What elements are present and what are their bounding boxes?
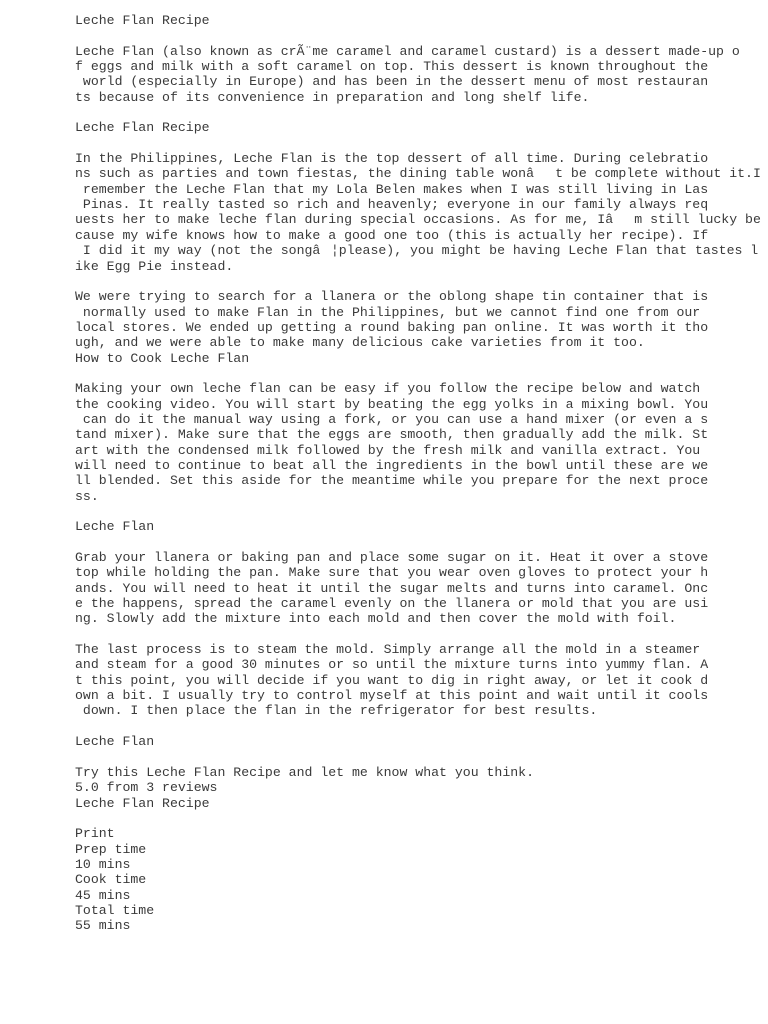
text-line: Leche Flan Recipe: [75, 120, 210, 136]
blank-line: [75, 366, 755, 381]
blank-line: [75, 274, 755, 289]
text-line: cause my wife knows how to make a good one too (this is actually her recipe). If: [75, 227, 709, 243]
text-line: ll blended. Set this aside for the meantime while you prepare for the next proce: [75, 473, 709, 489]
text-line: can do it the manual way using a fork, or you can use a hand mixer (or even a s: [75, 411, 709, 427]
text-line: How to Cook Leche Flan: [75, 350, 250, 366]
blank-line: [75, 504, 755, 519]
blank-line: [75, 627, 755, 642]
text-line: Making your own leche flan can be easy if you follow the recipe below and watch: [75, 381, 701, 397]
text-line: Leche Flan Recipe: [75, 13, 210, 28]
text-line: the cooking video. You will start by beating the egg yolks in a mixing bowl. You: [75, 396, 709, 412]
text-line: Cook time: [75, 872, 147, 888]
blank-line: [75, 750, 755, 765]
text-line: ands. You will need to heat it until the sugar melts and turns into caramel. Onc: [75, 580, 709, 596]
text-line: down. I then place the flan in the refrigerator for best results.: [75, 703, 598, 719]
text-line: ss.: [75, 488, 99, 504]
text-line: Try this Leche Flan Recipe and let me know what you think.: [75, 764, 534, 780]
text-line: 55 mins: [75, 918, 131, 934]
text-line: own a bit. I usually try to control myself at this point and wait until it cools: [75, 688, 709, 704]
text-line: world (especially in Europe) and has been in the dessert menu of most restauran: [75, 74, 709, 90]
text-line: uests her to make leche flan during special occasions. As for me, Iâm still lucky be: [75, 212, 761, 228]
blank-line: [75, 719, 755, 734]
text-line: ts because of its convenience in preparation and long shelf life.: [75, 89, 590, 105]
text-line: We were trying to search for a llanera or the oblong shape tin container that is: [75, 289, 709, 305]
text-line: Pinas. It really tasted so rich and heavenly; everyone in our family always req: [75, 197, 709, 213]
text-line: Total time: [75, 902, 155, 918]
text-line: 5.0 from 3 reviews: [75, 780, 218, 796]
text-line: I did it my way (not the songâ¦please), you might be having Leche Flan that tastes l: [75, 243, 759, 259]
text-line: remember the Leche Flan that my Lola Belen makes when I was still living in Las: [75, 181, 709, 197]
text-line: Print: [75, 826, 115, 842]
text-line: Leche Flan (also known as crÃ¨me caramel and caramel custard) is a dessert made-up o: [75, 43, 740, 59]
blank-line: [75, 811, 755, 826]
text-line: ns such as parties and town fiestas, the dining table wonât be complete without it.I: [75, 166, 761, 182]
text-line: 10 mins: [75, 856, 131, 872]
text-line: normally used to make Flan in the Philippines, but we cannot find one from our: [75, 304, 701, 320]
text-line: The last process is to steam the mold. Simply arrange all the mold in a steamer: [75, 642, 701, 658]
text-line: Grab your llanera or baking pan and place some sugar on it. Heat it over a stove: [75, 550, 709, 566]
text-line: Leche Flan: [75, 519, 155, 535]
text-line: will need to continue to beat all the ingredients in the bowl until these are we: [75, 457, 709, 473]
text-line: t this point, you will decide if you want to dig in right away, or let it cook d: [75, 672, 709, 688]
text-line: ng. Slowly add the mixture into each mold and then cover the mold with foil.: [75, 611, 677, 627]
text-line: local stores. We ended up getting a round baking pan online. It was worth it tho: [75, 319, 709, 335]
text-line: tand mixer). Make sure that the eggs are smooth, then gradually add the milk. St: [75, 427, 709, 443]
text-line: ugh, and we were able to make many delicious cake varieties from it too.: [75, 335, 645, 351]
text-line: Prep time: [75, 841, 147, 857]
text-line: In the Philippines, Leche Flan is the top dessert of all time. During celebratio: [75, 151, 709, 167]
blank-line: [75, 136, 755, 151]
blank-line: [75, 105, 755, 120]
text-line: 45 mins: [75, 887, 131, 903]
text-line: art with the condensed milk followed by the fresh milk and vanilla extract. You: [75, 442, 701, 458]
text-line: Leche Flan: [75, 734, 155, 750]
text-line: ike Egg Pie instead.: [75, 258, 234, 274]
blank-line: [75, 28, 755, 43]
text-line: Leche Flan Recipe: [75, 795, 210, 811]
text-line: top while holding the pan. Make sure that you wear oven gloves to protect your h: [75, 565, 709, 581]
document-body: [75, 13, 761, 934]
text-line: f eggs and milk with a soft caramel on top. This dessert is known throughout the: [75, 59, 709, 75]
blank-line: [75, 535, 755, 550]
text-line: e the happens, spread the caramel evenly on the llanera or mold that you are usi: [75, 596, 709, 612]
text-line: and steam for a good 30 minutes or so until the mixture turns into yummy flan. A: [75, 657, 709, 673]
